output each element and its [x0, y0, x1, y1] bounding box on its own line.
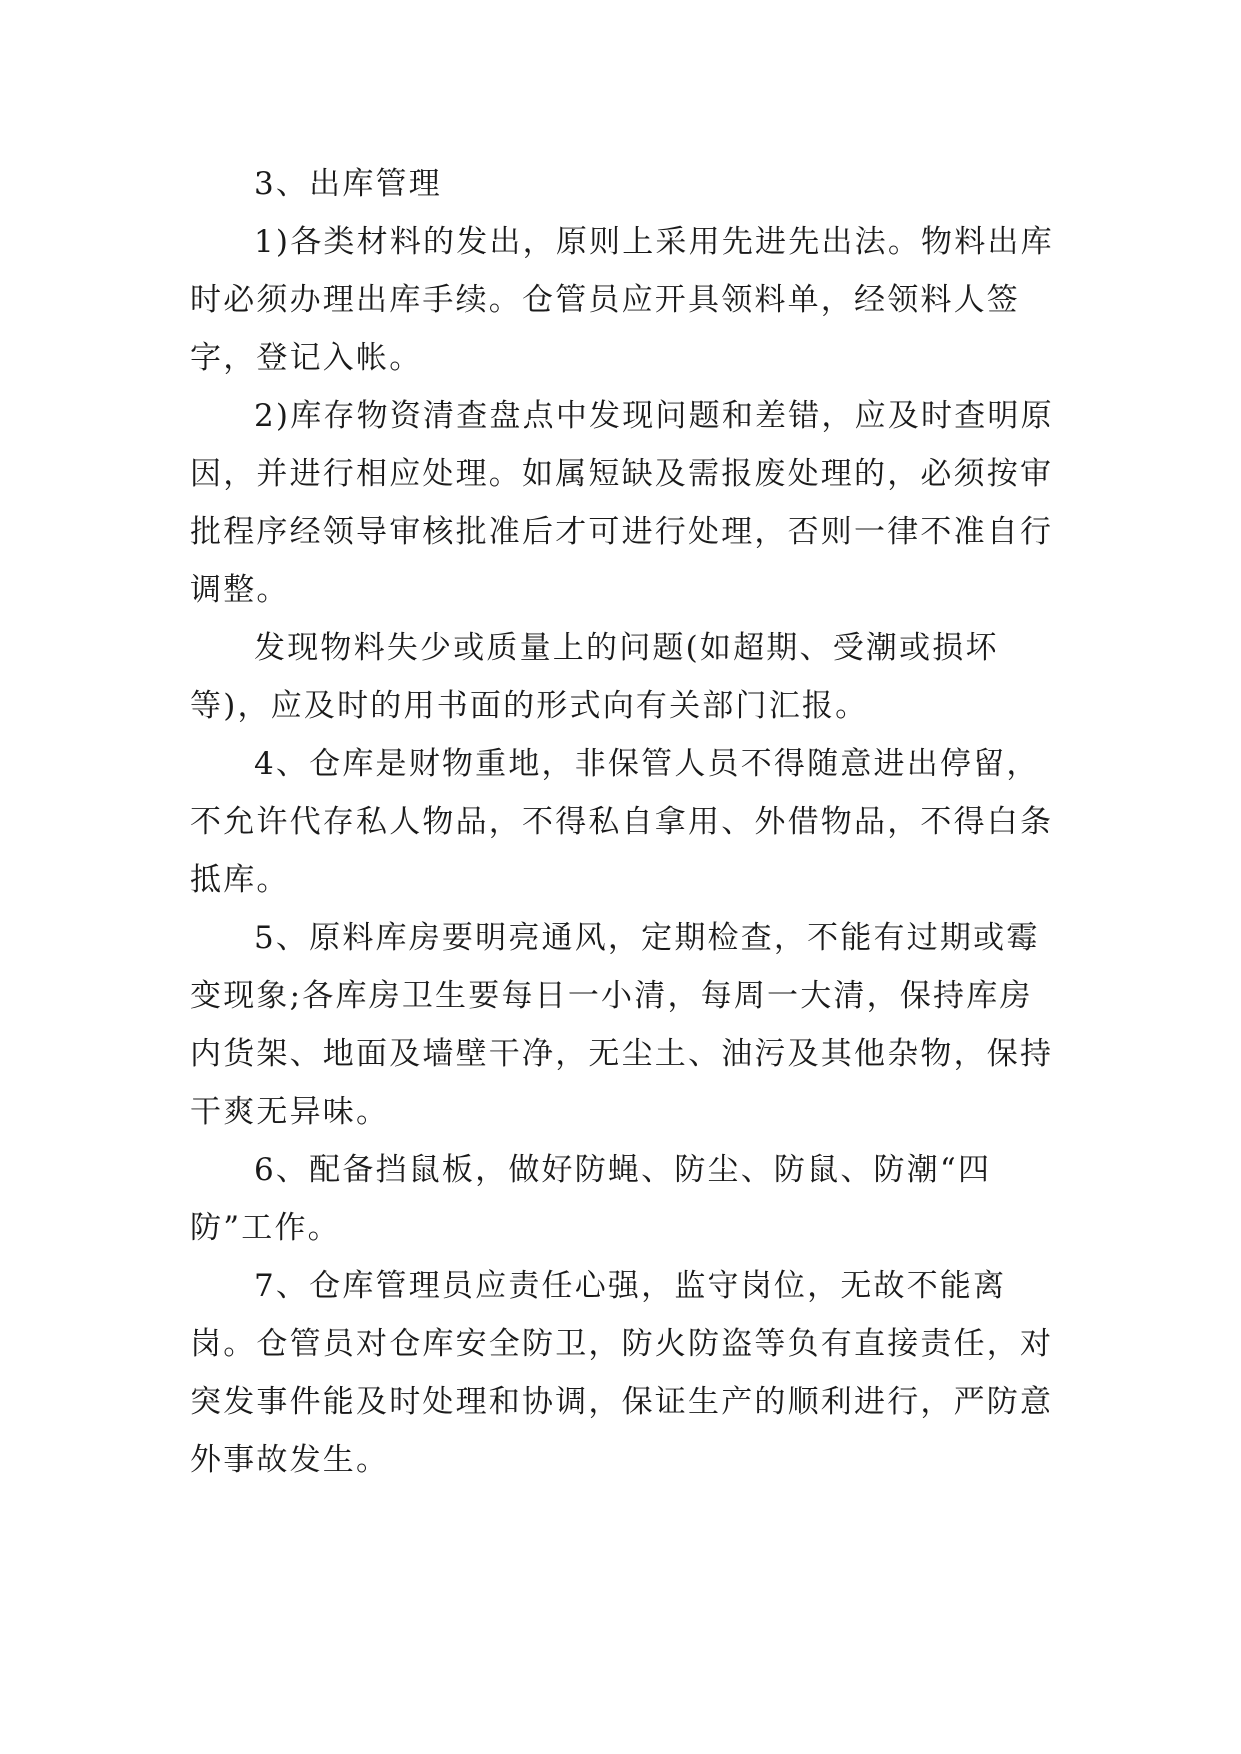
paragraph-item-1: 1)各类材料的发出，原则上采用先进先出法。物料出库时必须办理出库手续。仓管员应开具领料单，经领料人签字，登记入帐。 — [190, 224, 1054, 376]
paragraph-quality-issue: 发现物料失少或质量上的问题(如超期、受潮或损坏等)，应及时的用书面的形式向有关部门汇报。 — [190, 630, 999, 724]
paragraph-rule-5: 5、原料库房要明亮通风，定期检查，不能有过期或霉变现象;各库房卫生要每日一小清，每周一大清，保持库房内货架、地面及墙壁干净，无尘土、油污及其他杂物，保持干爽无异味。 — [190, 920, 1054, 1130]
paragraph-rule-7: 7、仓库管理员应责任心强，监守岗位，无故不能离岗。仓管员对仓库安全防卫，防火防盗等负有直接责任，对突发事件能及时处理和协调，保证生产的顺利进行，严防意外事故发生。 — [190, 1268, 1054, 1478]
paragraph-rule-6: 6、配备挡鼠板，做好防蝇、防尘、防鼠、防潮“四防”工作。 — [190, 1152, 992, 1246]
document-body — [190, 155, 1060, 1489]
paragraph-item-2: 2)库存物资清查盘点中发现问题和差错，应及时查明原因，并进行相应处理。如属短缺及需报废处理的，必须按审批程序经领导审核批准后才可进行处理，否则一律不准自行调整。 — [190, 398, 1054, 608]
section-heading-outbound: 3、出库管理 — [254, 166, 442, 202]
paragraph-rule-4: 4、仓库是财物重地，非保管人员不得随意进出停留，不允许代存私人物品，不得私自拿用、外借物品，不得白条抵库。 — [190, 746, 1054, 898]
